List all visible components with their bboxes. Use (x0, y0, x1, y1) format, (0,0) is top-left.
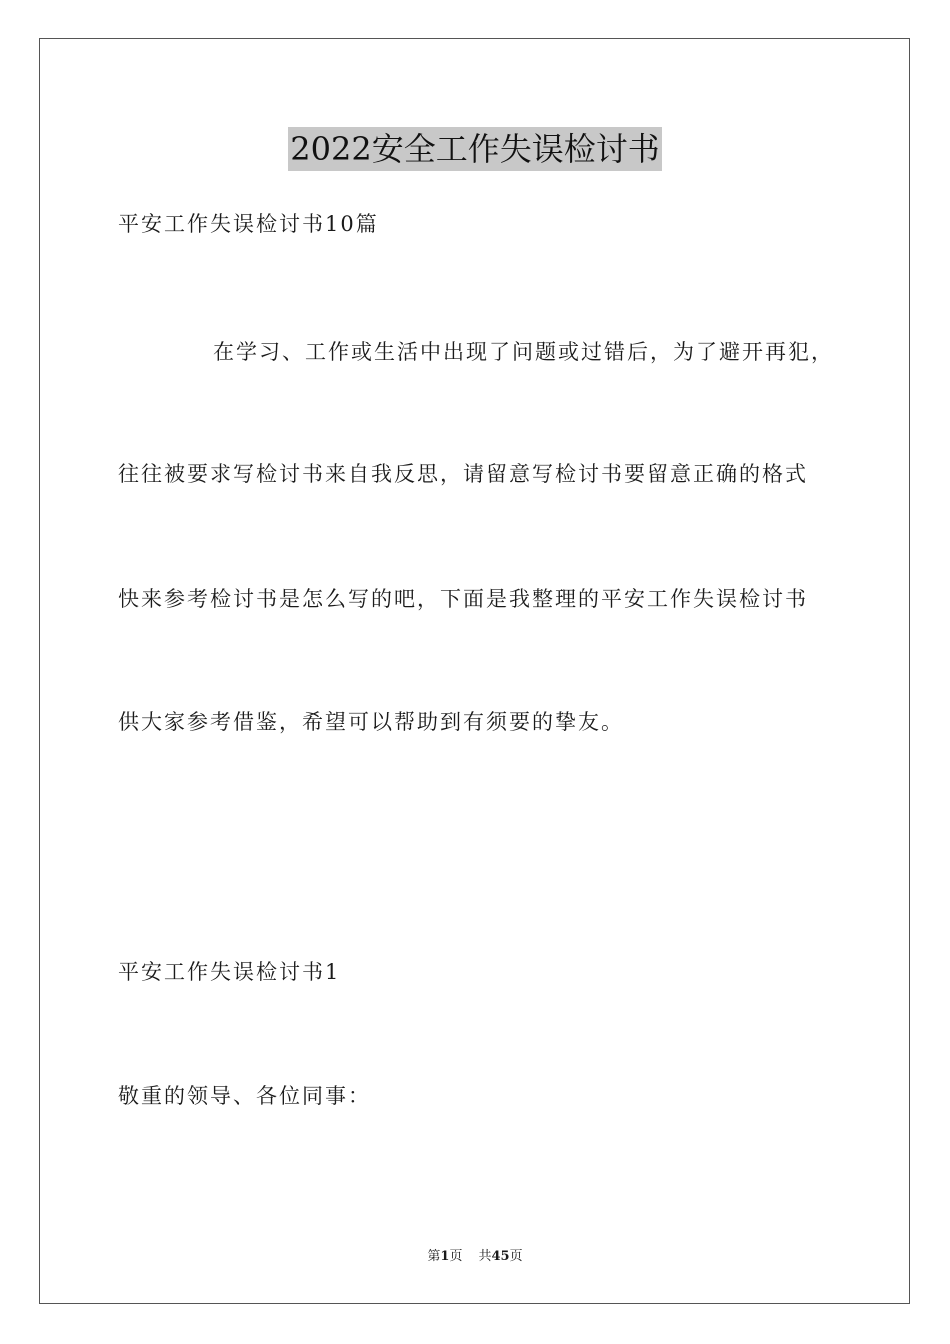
paragraph-line: 在学习、工作或生活中出现了问题或过错后，为了避开再犯， (213, 340, 834, 364)
salutation: 敬重的领导、各位同事： (118, 1084, 371, 1108)
footer-page-suffix: 页 (449, 1249, 463, 1264)
document-subtitle: 平安工作失误检讨书10篇 (118, 212, 379, 236)
paragraph-line: 供大家参考借鉴，希望可以帮助到有须要的挚友。 (118, 710, 624, 734)
footer-total-pages: 45 (491, 1249, 510, 1264)
document-title: 2022安全工作失误检讨书 (288, 127, 661, 171)
footer-total-suffix: 页 (509, 1249, 523, 1264)
footer-page-number: 1 (440, 1249, 450, 1264)
paragraph-line: 往往被要求写检讨书来自我反思，请留意写检讨书要留意正确的格式 (118, 462, 808, 486)
footer-total-prefix: 共 (478, 1249, 492, 1264)
title-container (0, 127, 950, 171)
footer-page-prefix: 第 (427, 1249, 441, 1264)
section-heading: 平安工作失误检讨书1 (118, 960, 341, 984)
page-footer (0, 1248, 950, 1266)
paragraph-line: 快来参考检讨书是怎么写的吧，下面是我整理的平安工作失误检讨书 (118, 587, 808, 611)
